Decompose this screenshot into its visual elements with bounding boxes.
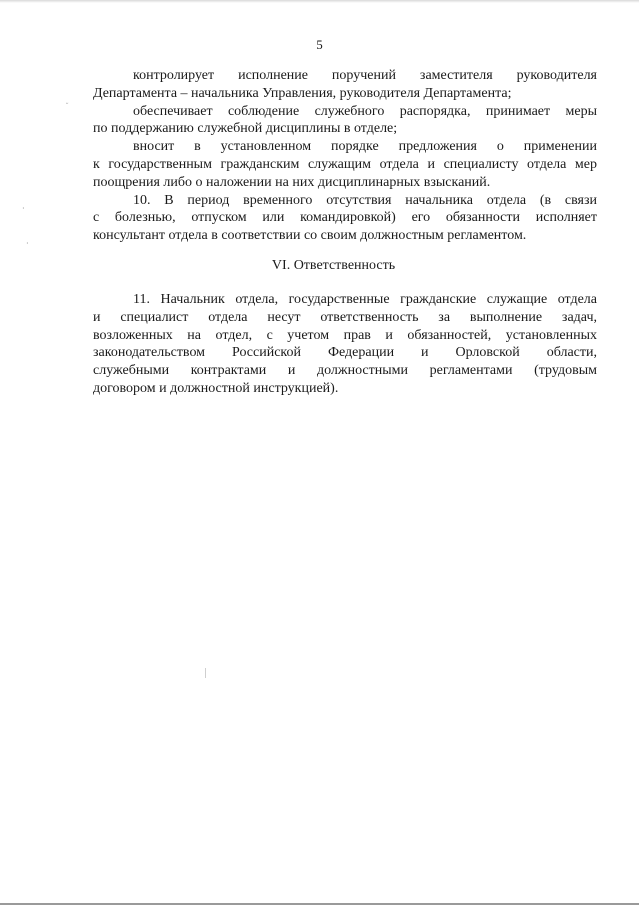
text-line: 11. Начальник отдела, государственные гражданские служащие отдела	[133, 292, 597, 307]
scan-speck: ·	[22, 204, 25, 213]
paragraph-discipline	[93, 103, 597, 139]
paragraph-controls	[93, 67, 597, 103]
paragraph-11	[93, 291, 597, 398]
text-line: 10. В период временного отсутствия начальника отдела (в связи	[133, 192, 597, 208]
scan-speck: ·	[26, 239, 29, 248]
scan-speck: ᵕ	[66, 99, 69, 108]
page-number: 5	[316, 37, 323, 52]
scan-mark	[205, 668, 206, 678]
text-line: и специалист отдела несут ответственность за выполнение задач,	[93, 309, 597, 325]
text-line: обеспечивает соблюдение служебного распорядка, принимает меры	[133, 103, 597, 119]
paragraph-10	[93, 192, 597, 245]
text-line: по поддержанию служебной дисциплины в отделе;	[93, 121, 398, 137]
paragraph-proposals	[93, 138, 597, 191]
text-line: контролирует исполнение поручений заместителя руководителя	[133, 68, 597, 83]
text-line: служебными контрактами и должностными регламентами (трудовым	[93, 363, 597, 379]
scan-top-edge	[0, 0, 639, 3]
text-line: поощрения либо о наложении на них дисциплинарных взысканий.	[93, 174, 491, 190]
text-line: к государственным гражданским служащим отдела и специалисту отдела мер	[93, 156, 597, 172]
text-line: с болезнью, отпуском или командировкой) его обязанности исполняет	[93, 210, 597, 226]
text-line: вносит в установленном порядке предложения о применении	[133, 139, 597, 155]
text-line: Департамента – начальника Управления, руководителя Департамента;	[93, 85, 512, 101]
text-line: договором и должностной инструкцией).	[93, 380, 339, 396]
text-line: законодательством Российской Федерации и Орловской области,	[93, 345, 597, 361]
text-line: возложенных на отдел, с учетом прав и обязанностей, установленных	[93, 327, 597, 343]
section-heading: VI. Ответственность	[271, 258, 396, 273]
text-line: консультант отдела в соответствии со своим должностным регламентом.	[93, 228, 527, 244]
